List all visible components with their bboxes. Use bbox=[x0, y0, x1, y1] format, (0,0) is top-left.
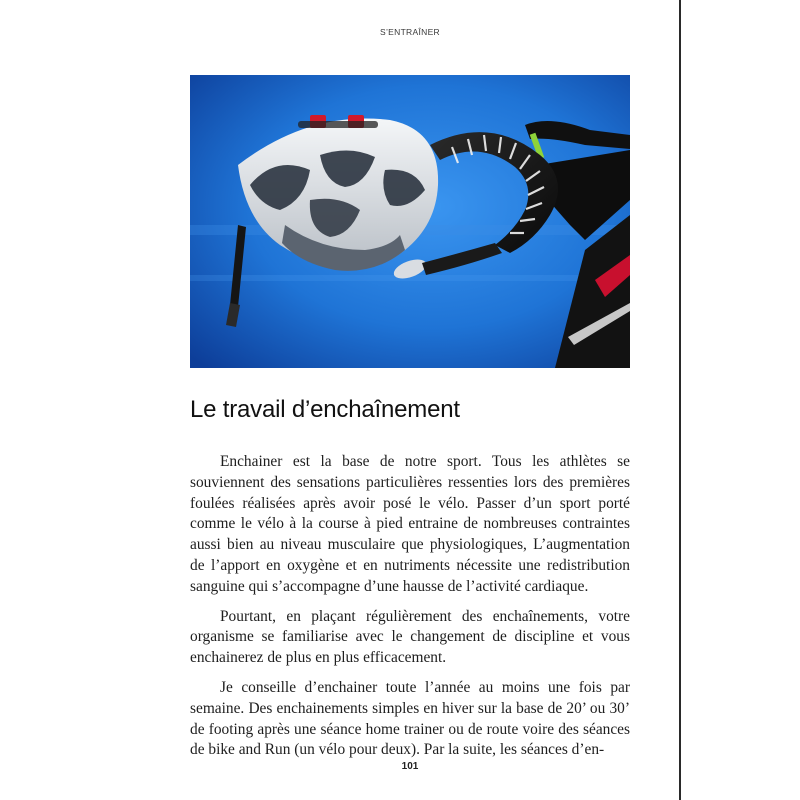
body-paragraph-2: Pourtant, en plaçant régulièrement des enchaînements, votre organisme se familiarise avec le changement de discipline et vous enchainerez de plus en plus efficacement. bbox=[190, 607, 630, 667]
body-paragraph-1: Enchainer est la base de notre sport. Tous les athlètes se souviennent des sensations particulières ressenties lors des premières foulées réalisées après avoir posé le vélo. Passer d’un sport porté comme le vélo à la course à pied entraine de nombreuses contraintes aussi bien au niveau musculaire que physiologiques, L’augmentation de l’apport en oxygène et en nutriments nécessite une redistribution sanguine qui s’accompagne d’une hausse de l’activité cardiaque. bbox=[190, 453, 630, 595]
running-head: S’ENTRAÎNER bbox=[380, 27, 440, 37]
bicycle-helmet-photo bbox=[190, 75, 630, 368]
body-text bbox=[190, 452, 630, 770]
page-edge-divider bbox=[679, 0, 681, 800]
body-paragraph-3: Je conseille d’enchainer toute l’année au moins une fois par semaine. Des enchainements simples en hiver sur la base de 20’ ou 30’ de footing après une séance home trainer ou de route voire des séances de bike and Run (un vélo pour deux). Par la suite, les séances d’en- bbox=[190, 678, 630, 759]
page-number: 101 bbox=[401, 761, 419, 772]
chapter-title: Le travail d’enchaînement bbox=[190, 396, 460, 423]
